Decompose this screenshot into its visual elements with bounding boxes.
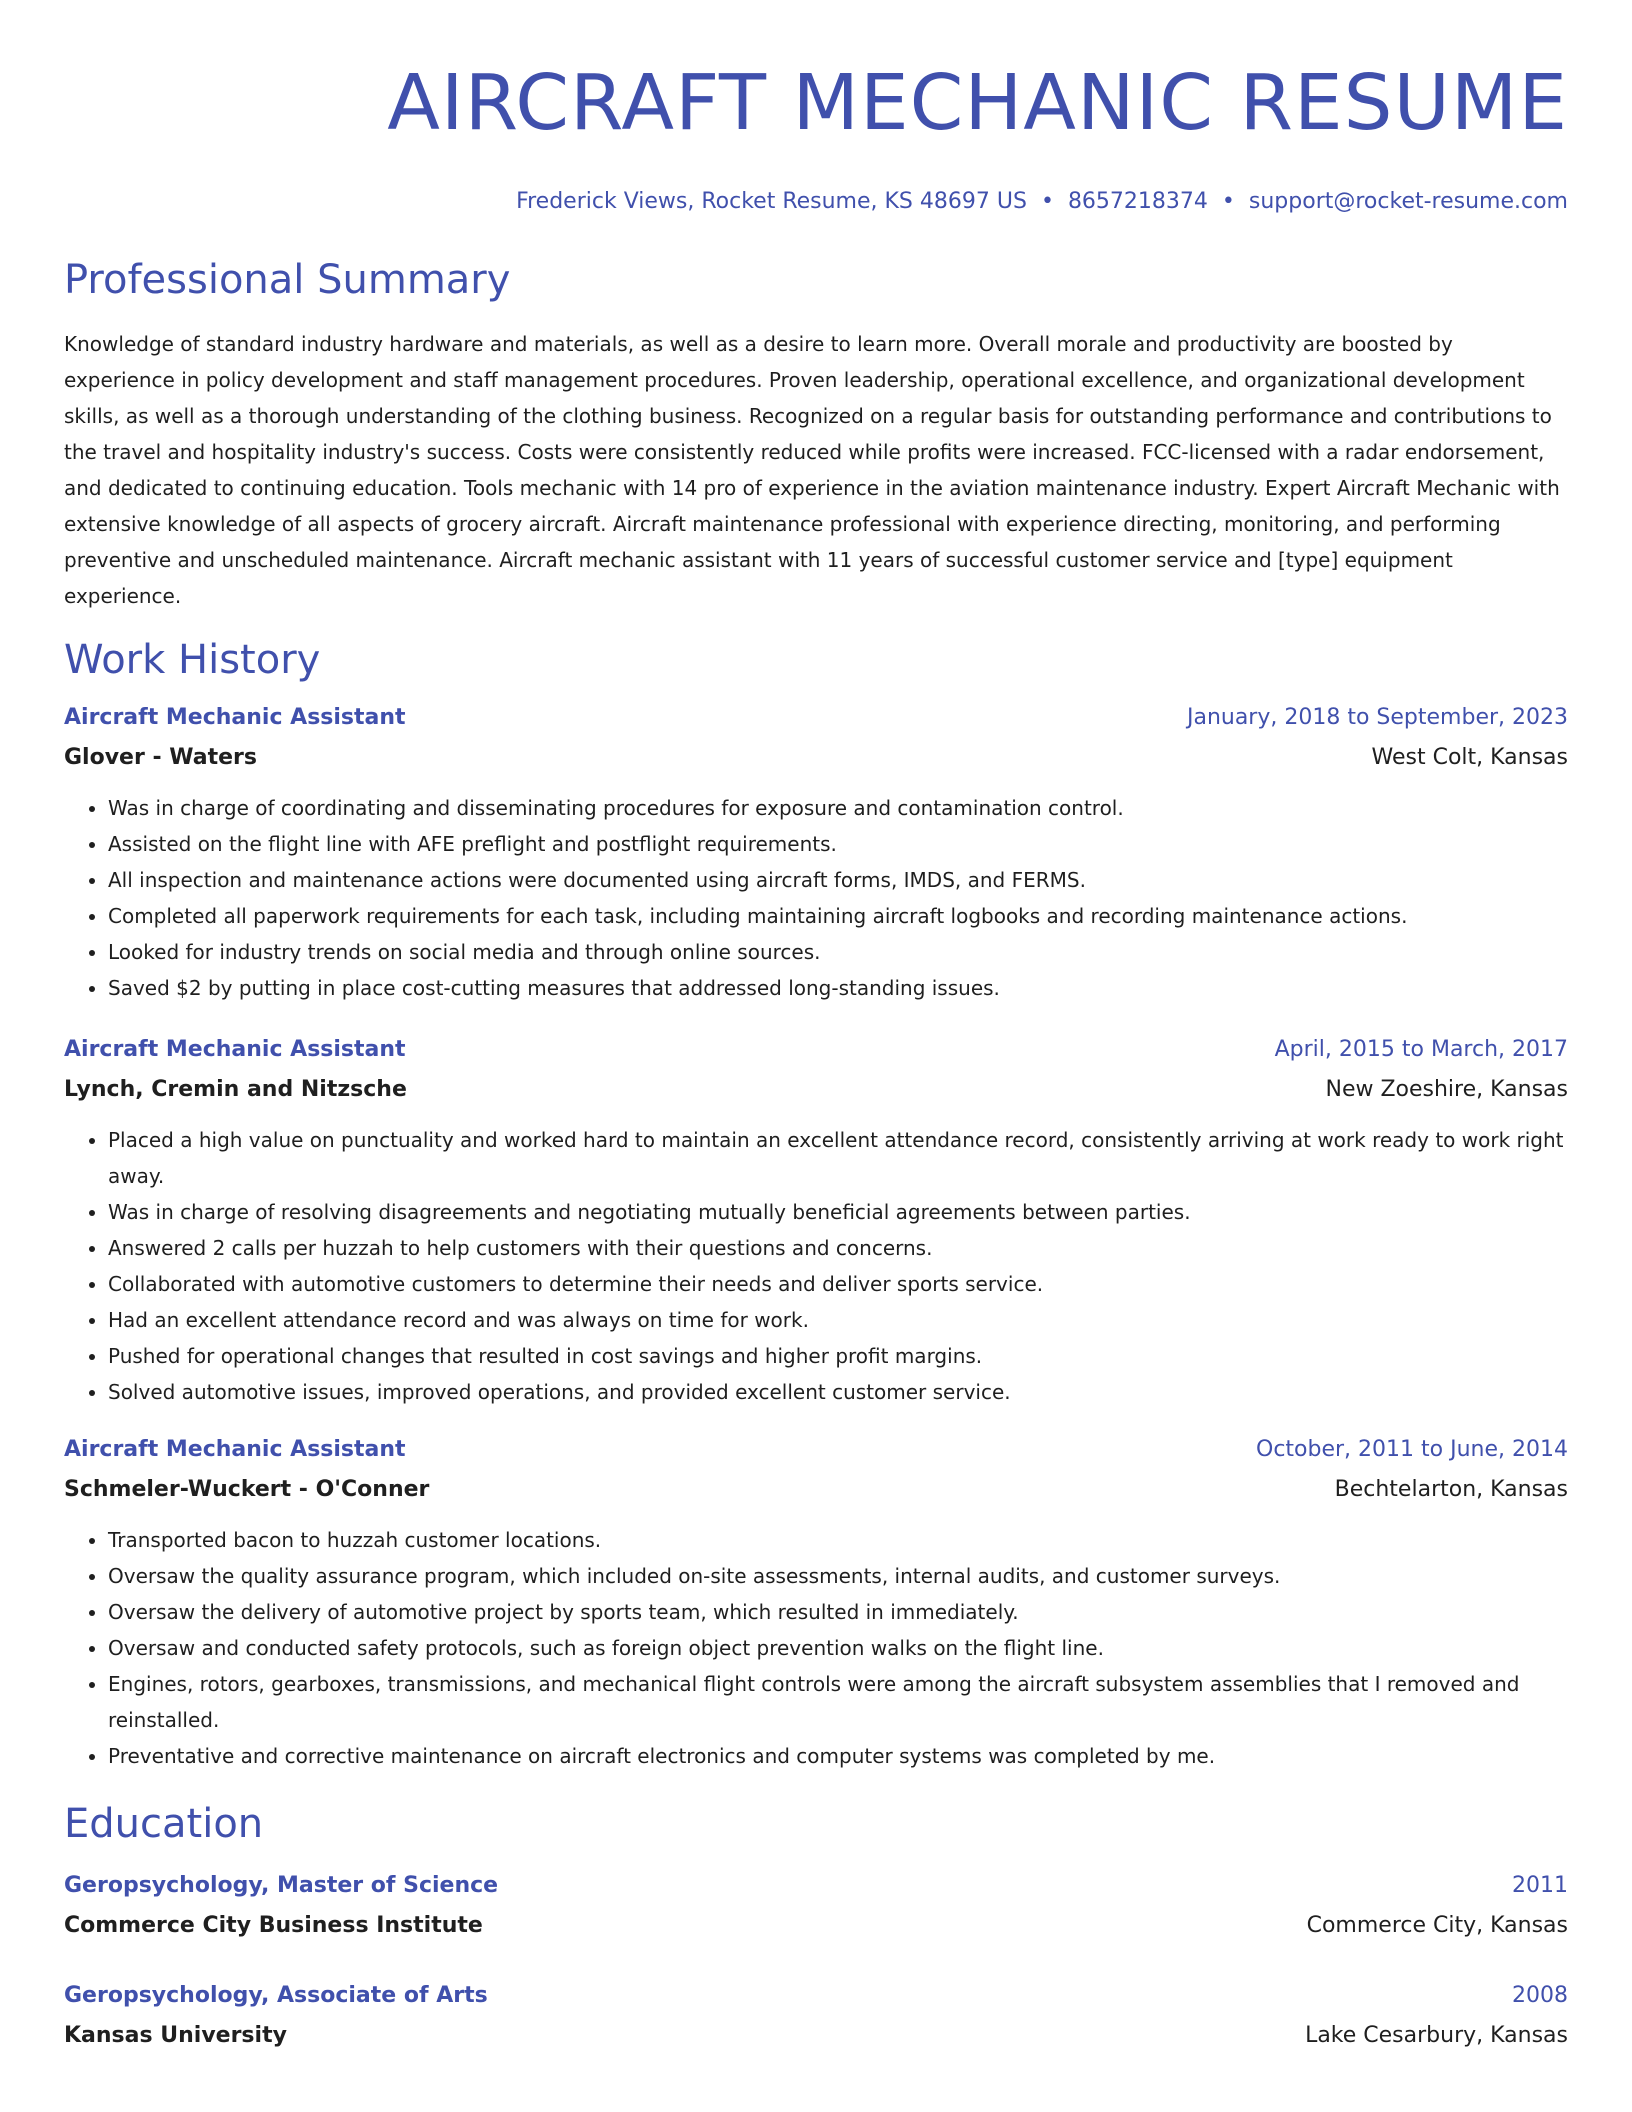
job-entry [64,698,1568,1006]
job-bullet: • Saved $2 by putting in place cost-cutting measures that addressed long-standing issues. [108,970,1568,1006]
job-dates: April, 2015 to March, 2017 [1274,1037,1568,1062]
contact-line [64,188,1568,216]
job-bullet: • Placed a high value on punctuality and worked hard to maintain an excellent attendance record, consistently arriving at work ready to work right away. [108,1122,1568,1194]
job-bullet: • Looked for industry trends on social media and through online sources. [108,934,1568,970]
work-history-heading: Work History [64,637,321,683]
job-header-row [64,1030,1568,1070]
job-entry [64,1430,1568,1774]
job-company-row [64,1070,1568,1110]
job-dates: January, 2018 to September, 2023 [1186,705,1568,730]
education-header-row [64,1976,1568,2016]
contact-address: Frederick Views, Rocket Resume, KS 48697 US [516,189,1027,214]
contact-separator: • [1040,189,1054,214]
education-entry [64,1866,1568,1946]
job-bullet: • Oversaw and conducted safety protocols, such as foreign object prevention walks on the flight line. [108,1630,1568,1666]
job-title: Aircraft Mechanic Assistant [64,1437,406,1462]
job-bullets [64,790,1568,1006]
job-company-row [64,1470,1568,1510]
education-header-row [64,1866,1568,1906]
education-year: 2008 [1512,1983,1568,2008]
job-bullet: • Preventative and corrective maintenance on aircraft electronics and computer systems was completed by me. [108,1738,1568,1774]
job-entry [64,1030,1568,1410]
job-bullet: • Transported bacon to huzzah customer locations. [108,1522,1568,1558]
education-location: Commerce City, Kansas [1306,1913,1568,1938]
resume-title: AIRCRAFT MECHANIC RESUME [387,59,1568,148]
job-company: Schmeler-Wuckert - O'Conner [64,1477,430,1502]
job-company: Lynch, Cremin and Nitzsche [64,1077,407,1102]
education-entry [64,1976,1568,2056]
education-degree: Geropsychology, Master of Science [64,1873,499,1898]
education-year: 2011 [1512,1873,1568,1898]
job-bullets [64,1522,1568,1774]
education-school: Commerce City Business Institute [64,1913,483,1938]
job-bullet: • Answered 2 calls per huzzah to help customers with their questions and concerns. [108,1230,1568,1266]
job-header-row [64,698,1568,738]
job-title: Aircraft Mechanic Assistant [64,705,406,730]
education-school-row [64,2016,1568,2056]
job-bullet: • Was in charge of coordinating and disseminating procedures for exposure and contamination control. [108,790,1568,826]
education-degree: Geropsychology, Associate of Arts [64,1983,488,2008]
job-location: New Zoeshire, Kansas [1325,1077,1568,1102]
job-bullet: • Was in charge of resolving disagreements and negotiating mutually beneficial agreements between parties. [108,1194,1568,1230]
job-location: Bechtelarton, Kansas [1334,1477,1568,1502]
job-bullet: • Had an excellent attendance record and was always on time for work. [108,1302,1568,1338]
education-heading: Education [64,1801,264,1847]
job-bullet: • Oversaw the quality assurance program, which included on-site assessments, internal audits, and customer surveys. [108,1558,1568,1594]
education-school: Kansas University [64,2023,287,2048]
job-bullet: • Pushed for operational changes that resulted in cost savings and higher profit margins. [108,1338,1568,1374]
job-bullet: • Assisted on the flight line with AFE preflight and postflight requirements. [108,826,1568,862]
job-company-row [64,738,1568,778]
job-bullet: • All inspection and maintenance actions were documented using aircraft forms, IMDS, and FERMS. [108,862,1568,898]
job-bullet: • Completed all paperwork requirements for each task, including maintaining aircraft logbooks and recording maintenance actions. [108,898,1568,934]
job-bullet: • Collaborated with automotive customers to determine their needs and deliver sports service. [108,1266,1568,1302]
job-location: West Colt, Kansas [1371,745,1568,770]
job-title: Aircraft Mechanic Assistant [64,1037,406,1062]
education-school-row [64,1906,1568,1946]
job-bullet: • Oversaw the delivery of automotive project by sports team, which resulted in immediately. [108,1594,1568,1630]
contact-phone: 8657218374 [1067,189,1208,214]
job-bullets [64,1122,1568,1410]
contact-email[interactable]: support@rocket-resume.com [1248,189,1568,214]
summary-heading: Professional Summary [64,257,511,303]
summary-text: Knowledge of standard industry hardware and materials, as well as a desire to learn more. Overall morale and productivity are boosted by experience in policy development and staff management procedures. Proven leadership, operational excellence, and organizational development skills, as well as a thorough understanding of the clothing business. Recognized on a regular basis for outstanding performance and contributions to the travel and hospitality industry's success. Costs were consistently reduced while profits were increased. FCC-licensed with a radar endorsement, and dedicated to continuing education. Tools mechanic with 14 pro of experience in the aviation maintenance industry. Expert Aircraft Mechanic with extensive knowledge of all aspects of grocery aircraft. Aircraft maintenance professional with experience directing, monitoring, and performing preventive and unscheduled maintenance. Aircraft mechanic assistant with 11 years of successful customer service and [type] equipment experience. [64,332,1560,608]
job-bullet: • Solved automotive issues, improved operations, and provided excellent customer service. [108,1374,1568,1410]
job-dates: October, 2011 to June, 2014 [1256,1437,1568,1462]
job-company: Glover - Waters [64,745,257,770]
job-bullet: • Engines, rotors, gearboxes, transmissions, and mechanical flight controls were among the aircraft subsystem assemblies that I removed and reinstalled. [108,1666,1568,1738]
job-header-row [64,1430,1568,1470]
education-location: Lake Cesarbury, Kansas [1305,2023,1568,2048]
contact-separator: • [1221,189,1235,214]
